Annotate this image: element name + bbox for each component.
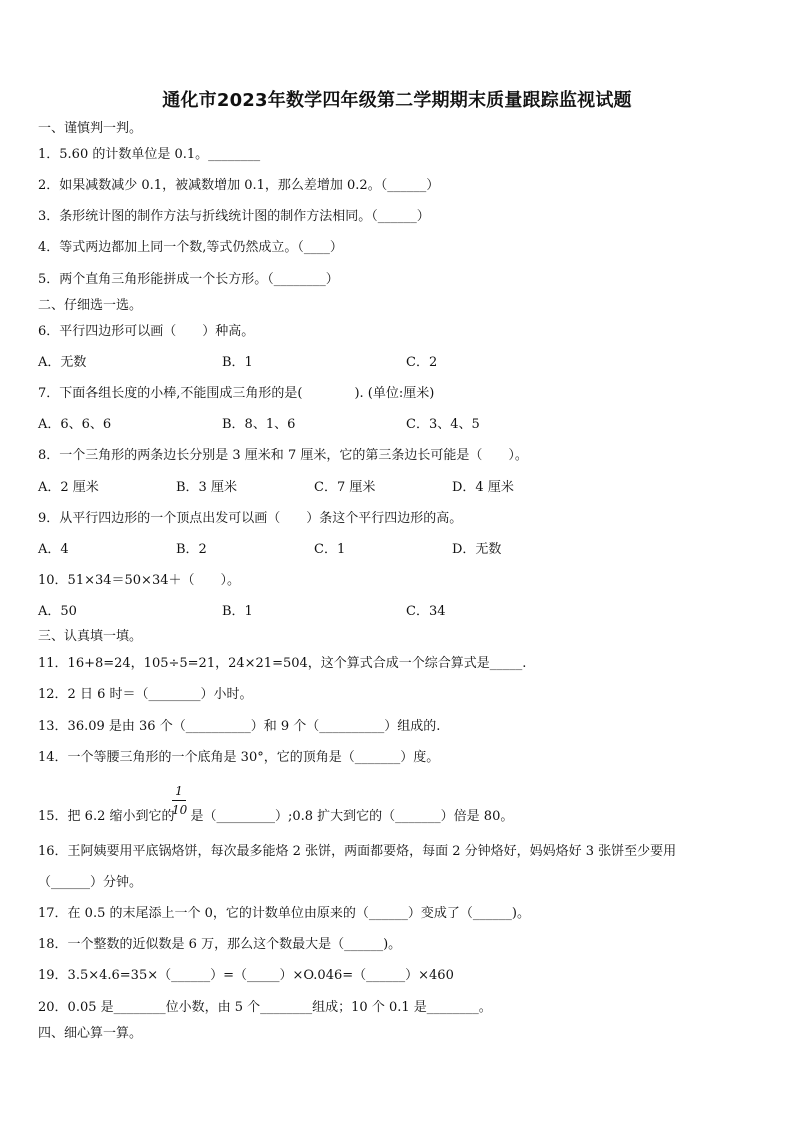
question-17: 17．在 0.5 的末尾添上一个 0，它的计数单位由原来的（______）变成了（______)。 <box>38 906 530 921</box>
question-14: 14．一个等腰三角形的一个底角是 30°，它的顶角是（_______）度。 <box>38 750 440 765</box>
question-6-option-b: B．1 <box>222 355 253 370</box>
question-10: 10．51×34＝50×34＋（ ）。 <box>38 573 240 588</box>
question-20: 20．0.05 是________位小数，由 5 个________组成；10 个 0.1 是________。 <box>38 1000 492 1015</box>
question-7: 7．下面各组长度的小棒,不能围成三角形的是( ). (单位:厘米) <box>38 386 435 401</box>
question-12: 12．2 日 6 时＝（________）小时。 <box>38 687 253 702</box>
question-7-option-b: B．8、1、6 <box>222 417 296 432</box>
question-6: 6．平行四边形可以画（ ）种高。 <box>38 324 255 339</box>
question-2: 2．如果减数减少 0.1，被减数增加 0.1，那么差增加 0.2。（______） <box>38 178 440 193</box>
question-9-option-c: C．1 <box>314 542 346 557</box>
question-13: 13．36.09 是由 36 个（__________）和 9 个（__________）组成的. <box>38 719 441 734</box>
question-5: 5．两个直角三角形能拼成一个长方形。（________） <box>38 272 339 287</box>
question-16-line-2: （______）分钟。 <box>38 875 143 890</box>
fraction-one-tenth <box>172 784 186 817</box>
question-19: 19．3.5×4.6=35×（______）=（_____）×O.046=（______）×460 <box>38 968 454 983</box>
question-18: 18．一个整数的近似数是 6 万，那么这个数最大是（______)。 <box>38 937 402 952</box>
question-11: 11．16+8=24，105÷5=21，24×21=504，这个算式合成一个综合算式是_____. <box>38 656 527 671</box>
section-heading-1: 一、谨慎判一判。 <box>38 121 143 136</box>
question-9-option-d: D．无数 <box>452 542 502 557</box>
question-10-option-a: A．50 <box>38 604 77 619</box>
question-7-option-c: C．3、4、5 <box>406 417 480 432</box>
question-15 <box>38 808 513 826</box>
question-6-option-c: C．2 <box>406 355 438 370</box>
question-3: 3．条形统计图的制作方法与折线统计图的制作方法相同。（______） <box>38 209 430 224</box>
question-15-text-before: 15．把 6.2 缩小到它的 <box>38 809 175 824</box>
question-9-option-a: A．4 <box>38 542 69 557</box>
question-10-option-c: C．34 <box>406 604 446 619</box>
fraction-numerator: 1 <box>175 784 183 798</box>
section-heading-3: 三、认真填一填。 <box>38 629 143 644</box>
question-15-text-after: 是（_________）;0.8 扩大到它的（_______）倍是 80。 <box>190 809 514 824</box>
question-10-option-b: B．1 <box>222 604 253 619</box>
question-7-option-a: A．6、6、6 <box>38 417 112 432</box>
question-8-option-b: B．3 厘米 <box>176 480 237 495</box>
fraction-denominator: 10 <box>172 803 188 817</box>
question-16-line-1: 16．王阿姨要用平底锅烙饼，每次最多能烙 2 张饼，两面都要烙，每面 2 分钟烙好，妈妈烙好 3 张饼至少要用 <box>38 844 677 859</box>
question-1: 1．5.60 的计数单位是 0.1。________ <box>38 147 261 162</box>
question-8: 8．一个三角形的两条边长分别是 3 厘米和 7 厘米，它的第三条边长可能是（ ）。 <box>38 448 528 463</box>
fraction-bar <box>172 800 186 801</box>
question-9: 9．从平行四边形的一个顶点出发可以画（ ）条这个平行四边形的高。 <box>38 511 463 526</box>
section-heading-4: 四、细心算一算。 <box>38 1026 143 1041</box>
question-9-option-b: B．2 <box>176 542 207 557</box>
section-heading-2: 二、仔细选一选。 <box>38 298 143 313</box>
question-8-option-c: C．7 厘米 <box>314 480 376 495</box>
page-title: 通化市2023年数学四年级第二学期期末质量跟踪监视试题 <box>162 90 632 111</box>
question-4: 4．等式两边都加上同一个数,等式仍然成立。（____） <box>38 240 343 255</box>
question-6-option-a: A．无数 <box>38 355 87 370</box>
question-8-option-d: D．4 厘米 <box>452 480 514 495</box>
question-8-option-a: A．2 厘米 <box>38 480 99 495</box>
